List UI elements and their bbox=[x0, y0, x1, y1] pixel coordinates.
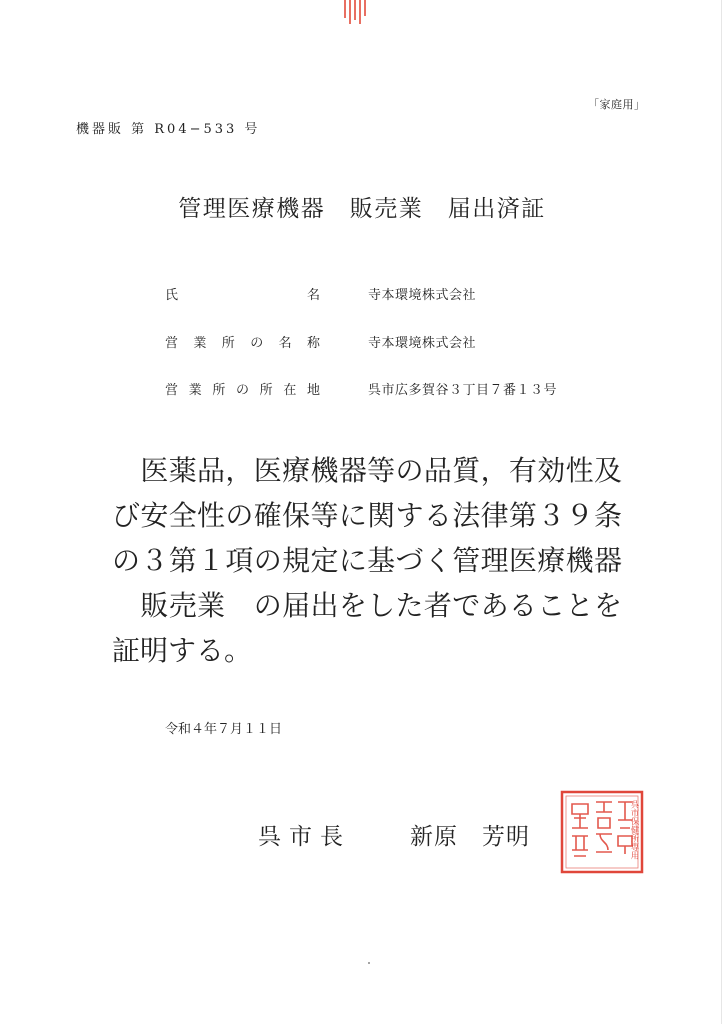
scan-speck bbox=[368, 962, 370, 964]
certification-statement bbox=[112, 448, 622, 673]
issue-date: 令和４年７月１１日 bbox=[165, 722, 283, 737]
official-seal-stamp bbox=[560, 790, 644, 874]
registration-number: 機器販 第 R04−533 号 bbox=[76, 122, 261, 137]
field-label-office-address: 営業所の所在地 bbox=[165, 383, 320, 398]
signatory-title: 呉市長 bbox=[258, 824, 351, 850]
field-label-office-name: 営業所の名称 bbox=[165, 336, 320, 351]
field-value-office-name: 寺本環境株式会社 bbox=[368, 336, 477, 351]
statement-line: 証明する。 bbox=[112, 634, 253, 667]
field-value-name: 寺本環境株式会社 bbox=[368, 288, 477, 303]
statement-line: び安全性の確保等に関する法律第３９条 bbox=[112, 499, 622, 532]
statement-line: 販売業 の届出をした者であることを bbox=[112, 589, 622, 622]
field-value-office-address: 呉市広多賀谷３丁目７番１３号 bbox=[368, 383, 558, 398]
seal-text: 呉市保健所専用 bbox=[629, 800, 639, 860]
field-label-name: 氏名 bbox=[165, 288, 320, 303]
statement-line: の３第１項の規定に基づく管理医療機器 bbox=[112, 544, 622, 577]
household-use-label: 「家庭用」 bbox=[588, 98, 646, 111]
document-title: 管理医療機器 販売業 届出済証 bbox=[178, 196, 546, 222]
binding-marks bbox=[340, 0, 374, 26]
scan-edge bbox=[721, 0, 722, 1024]
signatory-name: 新原 芳明 bbox=[410, 824, 530, 850]
statement-line: 医薬品，医療機器等の品質，有効性及 bbox=[112, 454, 622, 487]
